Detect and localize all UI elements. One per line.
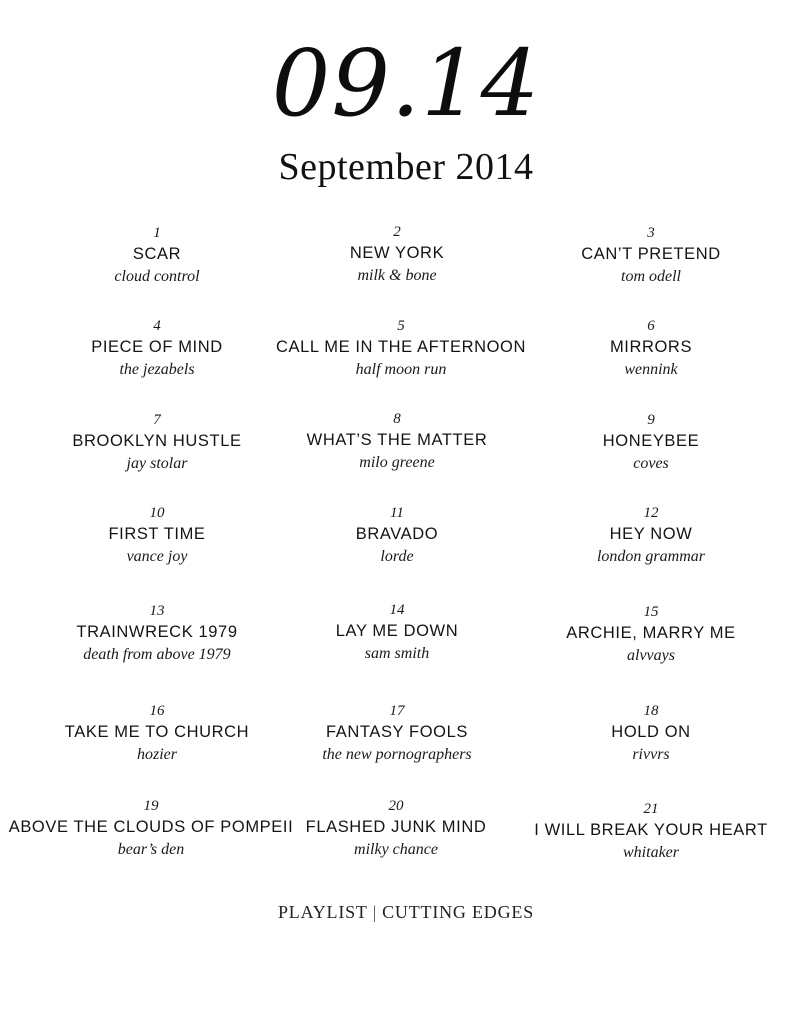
track-artist: vance joy bbox=[126, 548, 188, 565]
track-artist: rivvrs bbox=[632, 746, 670, 763]
track-number: 14 bbox=[389, 602, 405, 618]
track-title: SCAR bbox=[132, 245, 182, 263]
track-item bbox=[491, 317, 811, 381]
track-artist: whitaker bbox=[623, 844, 679, 861]
track-title: LAY ME DOWN bbox=[335, 622, 459, 640]
track-artist: sam smith bbox=[364, 645, 430, 662]
track-item bbox=[491, 411, 811, 475]
track-number: 20 bbox=[388, 798, 404, 814]
footer-caption bbox=[0, 900, 812, 924]
track-number: 19 bbox=[143, 798, 159, 814]
footer-label-cutting-edges: CUTTING EDGES bbox=[382, 902, 535, 922]
track-artist: lorde bbox=[380, 548, 414, 565]
track-number: 7 bbox=[153, 412, 161, 428]
track-artist: tom odell bbox=[621, 268, 681, 285]
track-title: I WILL BREAK YOUR HEART bbox=[534, 821, 768, 839]
track-artist: milo greene bbox=[359, 454, 435, 471]
track-title: TAKE ME TO CHURCH bbox=[64, 723, 250, 741]
footer-separator: | bbox=[372, 902, 378, 922]
track-title: BRAVADO bbox=[355, 525, 439, 543]
track-item bbox=[491, 603, 811, 667]
track-title: NEW YORK bbox=[349, 244, 445, 262]
track-title: BROOKLYN HUSTLE bbox=[72, 432, 242, 450]
track-number: 18 bbox=[643, 703, 659, 719]
track-title: TRAINWRECK 1979 bbox=[76, 623, 238, 641]
track-number: 17 bbox=[389, 703, 405, 719]
track-number: 3 bbox=[647, 225, 655, 241]
track-artist: the jezabels bbox=[119, 361, 195, 378]
track-artist: milky chance bbox=[354, 841, 438, 858]
track-item bbox=[491, 504, 811, 568]
track-artist: milk & bone bbox=[357, 267, 437, 284]
track-number: 1 bbox=[153, 225, 161, 241]
date-heading: 09.14 bbox=[271, 30, 541, 137]
track-artist: death from above 1979 bbox=[83, 646, 231, 663]
track-artist: wennink bbox=[624, 361, 678, 378]
track-number: 21 bbox=[643, 801, 659, 817]
track-title: CAN’T PRETEND bbox=[581, 245, 721, 263]
track-number: 16 bbox=[149, 703, 165, 719]
track-number: 5 bbox=[397, 318, 405, 334]
track-artist: the new pornographers bbox=[322, 746, 472, 763]
track-title: HONEYBEE bbox=[602, 432, 700, 450]
track-number: 4 bbox=[153, 318, 161, 334]
month-title: September 2014 bbox=[278, 146, 534, 188]
track-item bbox=[491, 224, 811, 288]
track-title: HOLD ON bbox=[611, 723, 691, 741]
track-item bbox=[491, 800, 811, 864]
track-artist: london grammar bbox=[596, 548, 705, 565]
track-artist: half moon run bbox=[355, 361, 447, 378]
track-title: FLASHED JUNK MIND bbox=[305, 818, 487, 836]
track-title: MIRRORS bbox=[609, 338, 693, 356]
track-artist: bear’s den bbox=[117, 841, 185, 858]
track-item bbox=[491, 702, 811, 766]
track-number: 15 bbox=[643, 604, 659, 620]
track-title: PIECE OF MIND bbox=[91, 338, 223, 356]
track-title: HEY NOW bbox=[609, 525, 693, 543]
track-artist: jay stolar bbox=[126, 455, 188, 472]
track-title: FIRST TIME bbox=[108, 525, 206, 543]
track-number: 9 bbox=[647, 412, 655, 428]
track-title: ABOVE THE CLOUDS OF POMPEII bbox=[8, 818, 294, 836]
track-number: 10 bbox=[149, 505, 165, 521]
track-number: 8 bbox=[393, 411, 401, 427]
track-artist: coves bbox=[633, 455, 669, 472]
track-artist: hozier bbox=[137, 746, 177, 763]
track-number: 11 bbox=[390, 505, 404, 521]
track-artist: cloud control bbox=[114, 268, 200, 285]
footer-label-playlist: PLAYLIST bbox=[277, 902, 368, 922]
track-number: 13 bbox=[149, 603, 165, 619]
track-number: 12 bbox=[643, 505, 659, 521]
track-title: FANTASY FOOLS bbox=[326, 723, 468, 741]
track-number: 2 bbox=[393, 224, 401, 240]
track-artist: alvvays bbox=[627, 647, 675, 664]
track-number: 6 bbox=[647, 318, 655, 334]
track-title: WHAT’S THE MATTER bbox=[306, 431, 488, 449]
track-title: ARCHIE, MARRY ME bbox=[566, 624, 736, 642]
track-title: CALL ME IN THE AFTERNOON bbox=[275, 338, 527, 356]
